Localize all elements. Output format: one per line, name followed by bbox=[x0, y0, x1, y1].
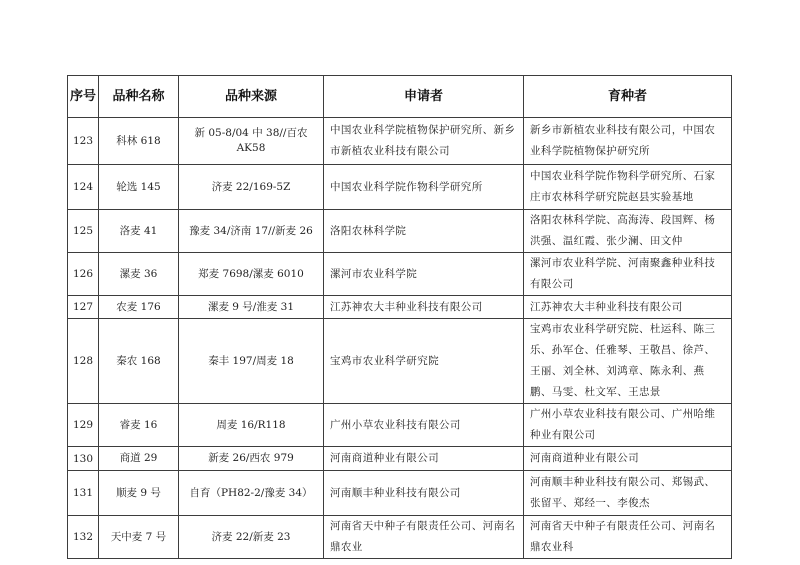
col-header-variety-name: 品种名称 bbox=[99, 76, 179, 118]
table-row bbox=[68, 296, 732, 319]
cell-variety-name: 顺麦 9 号 bbox=[99, 471, 179, 516]
cell-variety-source: 漯麦 9 号/淮麦 31 bbox=[179, 296, 324, 319]
table-row bbox=[68, 516, 732, 559]
cell-variety-source: 周麦 16/R118 bbox=[179, 404, 324, 447]
cell-serial: 123 bbox=[68, 118, 99, 165]
cell-variety-source: 济麦 22/新麦 23 bbox=[179, 516, 324, 559]
cell-applicant: 宝鸡市农业科学研究院 bbox=[324, 319, 524, 404]
cell-breeder: 河南商道种业有限公司 bbox=[524, 447, 732, 471]
table-row bbox=[68, 404, 732, 447]
cell-serial: 128 bbox=[68, 319, 99, 404]
table-row bbox=[68, 447, 732, 471]
cell-breeder: 江苏神农大丰种业科技有限公司 bbox=[524, 296, 732, 319]
cell-serial: 132 bbox=[68, 516, 99, 559]
cell-applicant: 广州小草农业科技有限公司 bbox=[324, 404, 524, 447]
table-row bbox=[68, 319, 732, 404]
cell-serial: 124 bbox=[68, 165, 99, 210]
cell-applicant: 洛阳农林科学院 bbox=[324, 210, 524, 253]
cell-variety-name: 秦农 168 bbox=[99, 319, 179, 404]
cell-variety-source: 新 05-8/04 中 38//百农 AK58 bbox=[179, 118, 324, 165]
col-header-serial: 序号 bbox=[68, 76, 99, 118]
cell-serial: 126 bbox=[68, 253, 99, 296]
cell-variety-source: 新麦 26/西农 979 bbox=[179, 447, 324, 471]
cell-variety-name: 洛麦 41 bbox=[99, 210, 179, 253]
cell-applicant: 江苏神农大丰种业科技有限公司 bbox=[324, 296, 524, 319]
cell-applicant: 漯河市农业科学院 bbox=[324, 253, 524, 296]
cell-applicant: 中国农业科学院作物科学研究所 bbox=[324, 165, 524, 210]
col-header-variety-source: 品种来源 bbox=[179, 76, 324, 118]
cell-applicant: 中国农业科学院植物保护研究所、新乡市新植农业科技有限公司 bbox=[324, 118, 524, 165]
cell-variety-name: 睿麦 16 bbox=[99, 404, 179, 447]
cell-serial: 130 bbox=[68, 447, 99, 471]
cell-variety-source: 济麦 22/169-5Z bbox=[179, 165, 324, 210]
cell-serial: 127 bbox=[68, 296, 99, 319]
table-row bbox=[68, 210, 732, 253]
cell-breeder: 河南顺丰种业科技有限公司、郑锡武、张留平、郑经一、李俊杰 bbox=[524, 471, 732, 516]
table-row bbox=[68, 253, 732, 296]
cell-breeder: 洛阳农林科学院、高海涛、段国辉、杨洪强、温红霞、张少澜、田文仲 bbox=[524, 210, 732, 253]
cell-variety-name: 漯麦 36 bbox=[99, 253, 179, 296]
table-row bbox=[68, 165, 732, 210]
cell-variety-name: 轮选 145 bbox=[99, 165, 179, 210]
col-header-applicant: 申请者 bbox=[324, 76, 524, 118]
cell-variety-name: 天中麦 7 号 bbox=[99, 516, 179, 559]
cell-breeder: 广州小草农业科技有限公司、广州哈维种业有限公司 bbox=[524, 404, 732, 447]
cell-breeder: 宝鸡市农业科学研究院、杜运科、陈三乐、孙军仓、任雅琴、王敬昌、徐芦、王丽、刘全林、刘鸿章、陈永利、燕鹏、马雯、杜文军、王忠景 bbox=[524, 319, 732, 404]
cell-applicant: 河南顺丰种业科技有限公司 bbox=[324, 471, 524, 516]
cell-applicant: 河南商道种业有限公司 bbox=[324, 447, 524, 471]
cell-variety-name: 科林 618 bbox=[99, 118, 179, 165]
table-header-row bbox=[68, 76, 732, 118]
cell-breeder: 河南省天中种子有限责任公司、河南名鼎农业科 bbox=[524, 516, 732, 559]
cell-serial: 131 bbox=[68, 471, 99, 516]
cell-serial: 129 bbox=[68, 404, 99, 447]
cell-breeder: 漯河市农业科学院、河南聚鑫种业科技有限公司 bbox=[524, 253, 732, 296]
cell-breeder: 新乡市新植农业科技有限公司，中国农业科学院植物保护研究所 bbox=[524, 118, 732, 165]
variety-table bbox=[67, 75, 732, 559]
cell-breeder: 中国农业科学院作物科学研究所、石家庄市农林科学研究院赵县实验基地 bbox=[524, 165, 732, 210]
col-header-breeder: 育种者 bbox=[524, 76, 732, 118]
cell-variety-source: 豫麦 34/济南 17//新麦 26 bbox=[179, 210, 324, 253]
cell-variety-source: 秦丰 197/周麦 18 bbox=[179, 319, 324, 404]
cell-applicant: 河南省天中种子有限责任公司、河南名鼎农业 bbox=[324, 516, 524, 559]
cell-variety-name: 农麦 176 bbox=[99, 296, 179, 319]
cell-variety-source: 自育（PH82-2/豫麦 34） bbox=[179, 471, 324, 516]
cell-variety-name: 商道 29 bbox=[99, 447, 179, 471]
cell-serial: 125 bbox=[68, 210, 99, 253]
cell-variety-source: 郑麦 7698/漯麦 6010 bbox=[179, 253, 324, 296]
table-row bbox=[68, 118, 732, 165]
table-row bbox=[68, 471, 732, 516]
